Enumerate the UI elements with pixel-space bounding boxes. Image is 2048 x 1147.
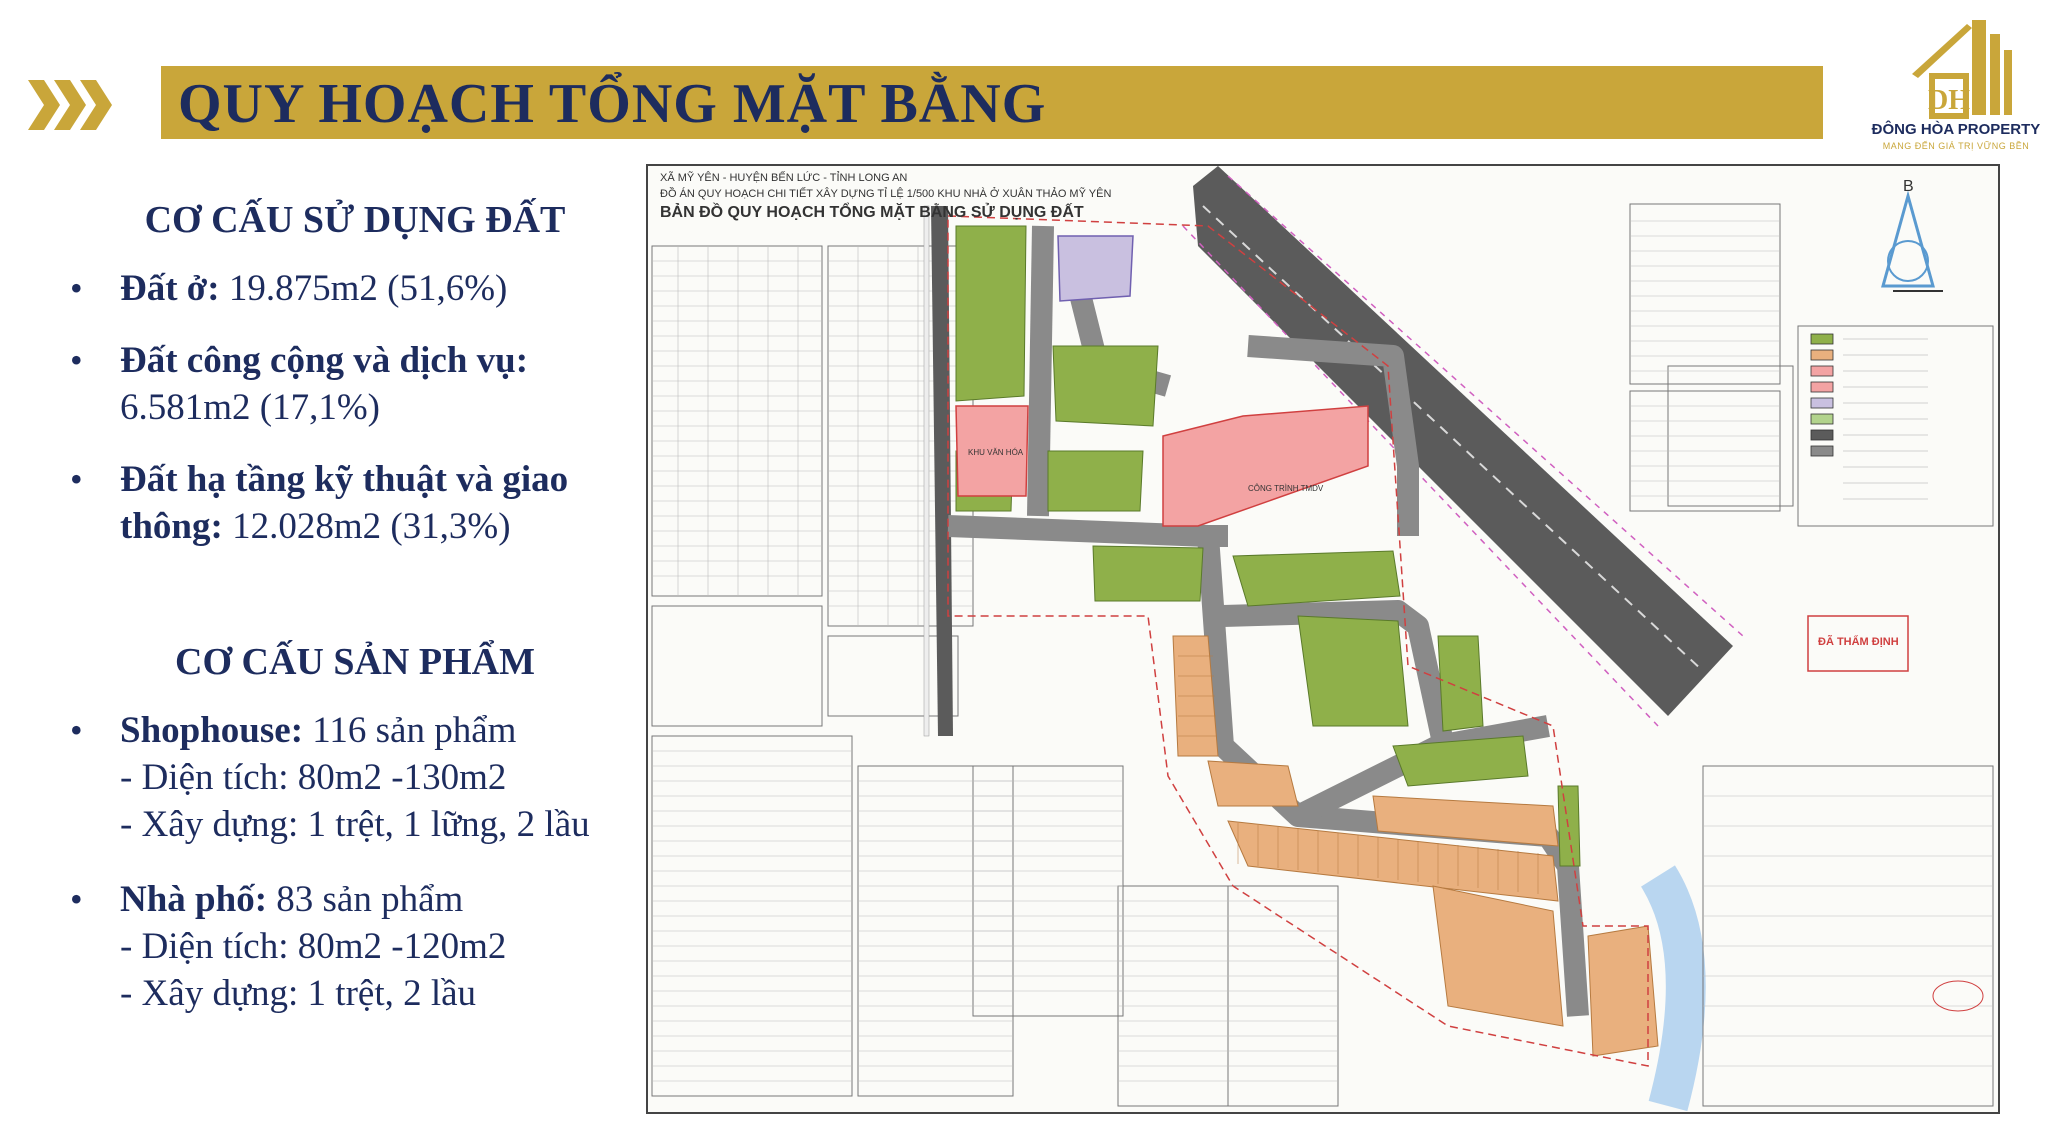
land-use-value: 12.028m2 (31,3%)	[232, 506, 511, 547]
svg-text:DH: DH	[1928, 85, 1970, 116]
land-use-value: 19.875m2 (51,6%)	[228, 268, 508, 309]
north-label: B	[1903, 178, 1914, 195]
land-use-item	[70, 337, 630, 431]
product-build: - Xây dựng: 1 trệt, 1 lững, 2 lầu	[120, 804, 590, 845]
product-label: Shophouse:	[120, 710, 304, 751]
land-use-label: Đất hạ tầng kỹ thuật và giao thông:	[120, 459, 569, 547]
land-use-item	[70, 265, 630, 312]
product-item	[70, 707, 640, 848]
products-heading: CƠ CẤU SẢN PHẨM	[175, 641, 535, 683]
product-count: 116 sản phẩm	[312, 710, 517, 751]
land-use-value: 6.581m2 (17,1%)	[120, 387, 380, 428]
land-use-label: Đất công cộng và dịch vụ:	[120, 340, 529, 381]
map-title: BẢN ĐỒ QUY HOẠCH TỔNG MẶT BẰNG SỬ DỤNG ĐẤT	[660, 204, 1084, 221]
products-list	[70, 707, 640, 1042]
chevron-arrows-icon	[28, 80, 116, 130]
page-title: QUY HOẠCH TỔNG MẶT BẰNG	[178, 73, 1047, 135]
cultural-zone-label: KHU VĂN HÓA	[968, 448, 1024, 457]
product-build: - Xây dựng: 1 trệt, 2 lầu	[120, 973, 477, 1014]
product-label: Nhà phố:	[120, 879, 268, 920]
land-use-item	[70, 456, 630, 550]
product-area: - Diện tích: 80m2 -130m2	[120, 757, 507, 798]
land-use-label: Đất ở:	[120, 268, 220, 309]
product-count: 83 sản phẩm	[276, 879, 464, 920]
master-plan-map	[646, 164, 2000, 1114]
site-plan-drawing	[648, 166, 2002, 1116]
north-arrow-icon	[1883, 196, 1943, 291]
approval-label: ĐÃ THẨM ĐỊNH	[1818, 636, 1899, 648]
commercial-zone-lot	[1163, 406, 1368, 526]
map-project-line: ĐỒ ÁN QUY HOẠCH CHI TIẾT XÂY DỰNG TỈ LỆ 1/500 KHU NHÀ Ở XUÂN THẢO MỸ YÊN	[660, 188, 1112, 200]
product-area: - Diện tích: 80m2 -120m2	[120, 926, 507, 967]
logo-name: ĐÔNG HÒA PROPERTY	[1871, 121, 2041, 138]
land-use-heading: CƠ CẤU SỬ DỤNG ĐẤT	[144, 199, 566, 241]
commercial-zone-label: CÔNG TRÌNH TMDV	[1248, 484, 1324, 493]
product-item	[70, 876, 640, 1017]
map-commune-line: XÃ MỸ YÊN - HUYỆN BẾN LỨC - TỈNH LONG AN	[660, 172, 908, 184]
logo-slogan: MANG ĐẾN GIÁ TRỊ VỮNG BỀN	[1882, 141, 2030, 151]
land-use-list	[70, 265, 630, 575]
